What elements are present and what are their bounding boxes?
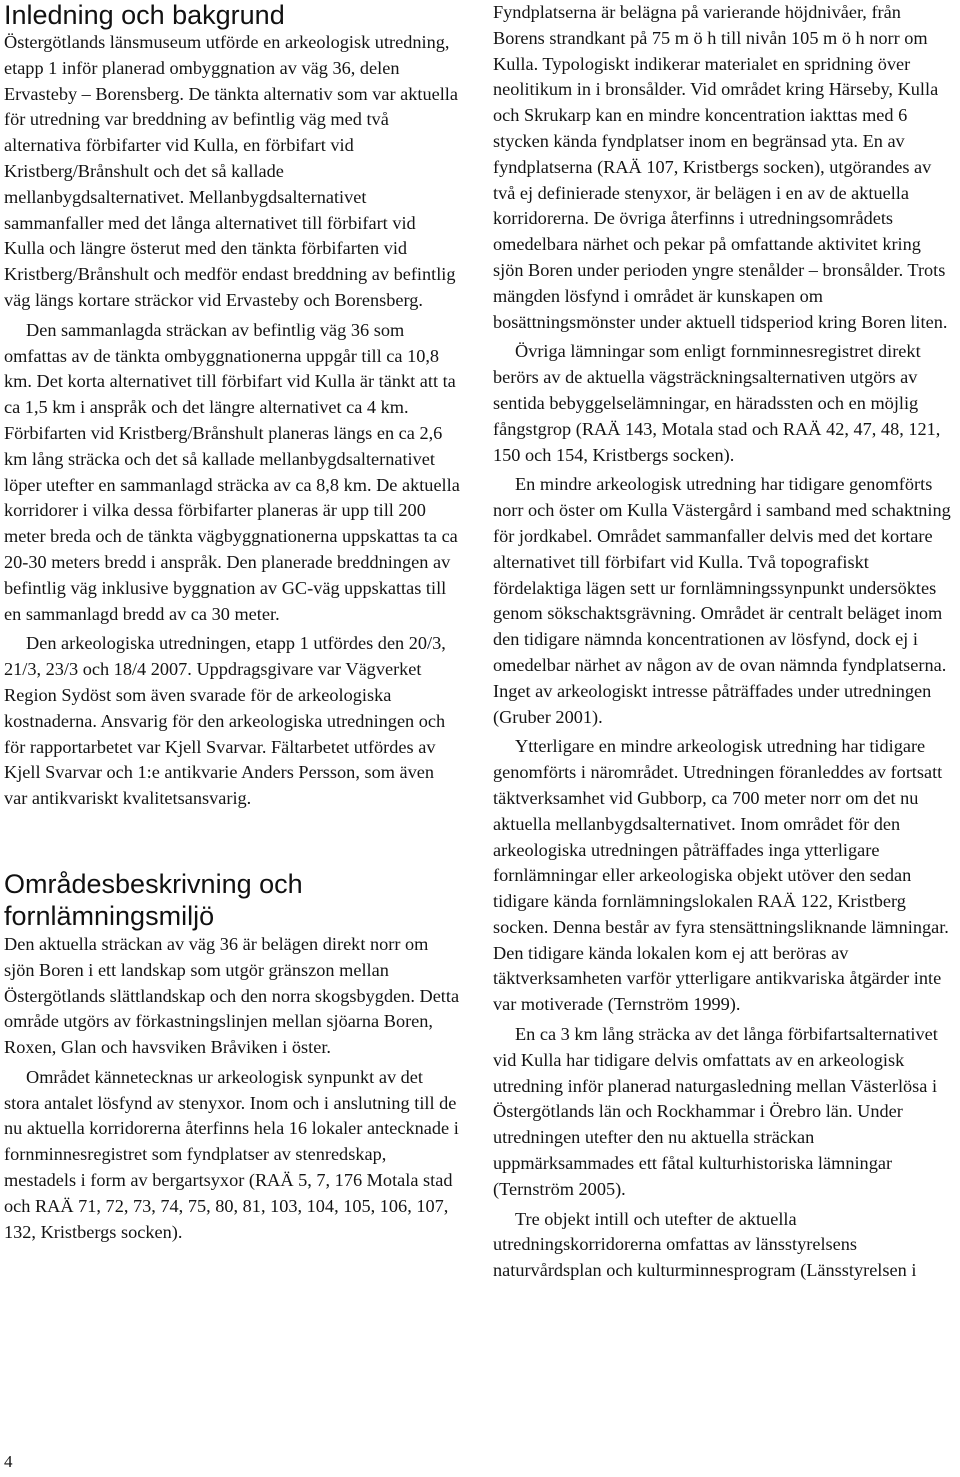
paragraph: Ytterligare en mindre arkeologisk utredning har tidigare genomförts i närområdet. Utredningen föranleddes av fortsatt täktverksamhet vid Gubborp, ca 700 meter norr om det nu aktuella mellanbygdsalternativet. Inom området för den arkeologiska utredningen påträffades inga ytterligare fornlämningar eller arkeologiska objekt utöver den sedan tidigare kända fornlämningslokalen RAÄ 122, Kristberg socken. Denna består av fyra stensättningsliknande lämningar. Den tidigare kända lokalen kom ej att beröras av täktverksamheten varför ytterligare antikvariska åtgärder inte var motiverade (Ternström 1999).: [493, 736, 949, 1015]
paragraph: Fyndplatserna är belägna på varierande höjdnivåer, från Borens strandkant på 75 m ö h till nivån 105 m ö h norr om Kulla. Typologiskt indikerar materialet en spridning över neolitikum in i bronsålder. Vid området kring Härseby, Kulla och Skrukarp kan en mindre koncentration iakttas med 6 stycken kända fyndplatser inom en begränsad yta. En av fyndplatserna (RAÄ 107, Kristbergs socken), utgörandes av två ej definierade stenyxor, är belägen i en av de aktuella korridorerna. De övriga återfinns i utredningsområdets omedelbara närhet och pekar på omfattande aktivitet kring sjön Boren under perioden yngre stenålder – bronsålder. Trots mängden lösfynd i området är kunskapen om bosättningsmönster under aktuell tidsperiod kring Boren liten.: [493, 2, 948, 332]
heading-introduction: Inledning och bakgrund: [4, 0, 285, 30]
paragraph: Den sammanlagda sträckan av befintlig väg 36 som omfattas av de tänkta ombyggnationerna uppgår till ca 10,8 km. Det korta alternativet till förbifart vid Kulla är tänkt att ta ca 1,5 km i anspråk och det längre alternativet ca 4 km. Förbifarten vid Kristberg/Brånshult planeras längs en ca 2,6 km lång sträcka och det så kallade mellanbygdsalternativet löper utefter en sammanlagd sträcka av ca 8,8 km. De aktuella korridorer i vilka dessa förbifarter planeras är upp till 200 meter breda och de tänkta vägbyggnationerna uppskattas ta ca 20-30 meters bredd i anspråk. Den planerade breddningen av befintlig väg inklusive byggnation av GC-väg uppskattas till en sammanlagd bredd av ca 30 meter.: [4, 319, 460, 624]
paragraph: En ca 3 km lång sträcka av det långa förbifartsalternativet vid Kulla har tidigare delvis omfattats av en arkeologisk utredning inför planerad naturgasledning mellan Västerlösa i Östergötlands län och Rockhammar i Örebro län. Under utredningen utefter den nu aktuella sträckan uppmärksammades ett fåtal kulturhistoriska lämningar (Ternström 2005).: [493, 1024, 938, 1199]
heading-area-description: Områdesbeskrivning och fornlämningsmiljö: [4, 868, 303, 931]
paragraph: Den aktuella sträckan av väg 36 är belägen direkt norr om sjön Boren i ett landskap som utgör gränszon mellan Östergötlands slättlandskap och den norra skogsbygden. Detta område utgörs av förkastningslinjen mellan sjöarna Boren, Roxen, Glan och havsviken Bråviken i öster.: [4, 933, 460, 1058]
paragraph: Området kännetecknas ur arkeologisk synpunkt av det stora antalet lösfynd av stenyxor. Inom och i anslutning till de nu aktuella korridorerna återfinns hela 16 lokaler antecknade i fornminnesregistret som fyndplatser av stenredskap, mestadels i form av bergartsyxor (RAÄ 5, 7, 176 Motala stad och RAÄ 71, 72, 73, 74, 75, 80, 81, 103, 104, 105, 106, 107, 132, Kristbergs socken).: [4, 1066, 459, 1242]
paragraph: En mindre arkeologisk utredning har tidigare genomförts norr och öster om Kulla Västergård i samband med schaktning för jordkabel. Området sammanfaller delvis med det kortare alternativet till förbifart vid Kulla. Två topografiskt fördelaktiga lägen sett ur fornlämningssynpunkt undersöktes genom sökschaktsgrävning. Området är centralt beläget inom den tidigare nämnda koncentrationen av lösfynd, dock ej i omedelbar närhet av någon av de ovan nämnda fyndplatserna. Inget av arkeologiskt intresse påträffades under utredningen (Gruber 2001).: [493, 474, 951, 727]
paragraph: Övriga lämningar som enligt fornminnesregistret direkt berörs av de aktuella vägsträckningsalternativen utgörs av sentida bebyggelselämningar, en häradssten och en möjlig fångstgrop (RAÄ 143, Motala stad och RAÄ 42, 47, 48, 121, 150 och 154, Kristbergs socken).: [493, 341, 941, 465]
paragraph: Tre objekt intill och utefter de aktuella utredningskorridorerna omfattas av länsstyrelsens naturvårdsplan och kulturminnesprogram (Länsstyrelsen i: [493, 1208, 917, 1281]
paragraph: Den arkeologiska utredningen, etapp 1 utfördes den 20/3, 21/3, 23/3 och 18/4 2007. Uppdragsgivare var Vägverket Region Sydöst som även svarade för de arkeologiska kostnaderna. Ansvarig för den arkeologiska utredningen och för rapportarbetet var Kjell Svarvar. Fältarbetet utfördes av Kjell Svarvar och 1:e antikvarie Anders Persson, som även var antikvariskt kvalitetsansvarig.: [4, 633, 446, 809]
left-column: [4, 0, 460, 1245]
right-column: [493, 0, 955, 1284]
page-number: 4: [4, 1452, 13, 1471]
paragraph: Östergötlands länsmuseum utförde en arkeologisk utredning, etapp 1 inför planerad ombyggnation av väg 36, delen Ervasteby – Borensberg. De tänkta alternativ som var aktuella för utredning var breddning av befintlig väg med två alternativa förbifarter vid Kulla, en förbifart vid Kristberg/Brånshult och det så kallade mellanbygdsalternativet. Mellanbygdsalternativet sammanfaller med det långa alternativet till förbifart vid Kulla och längre österut med den tänkta förbifarten vid Kristberg/Brånshult och medför endast breddning av befintlig väg längs kortare sträckor vid Ervasteby och Borensberg.: [4, 32, 459, 310]
